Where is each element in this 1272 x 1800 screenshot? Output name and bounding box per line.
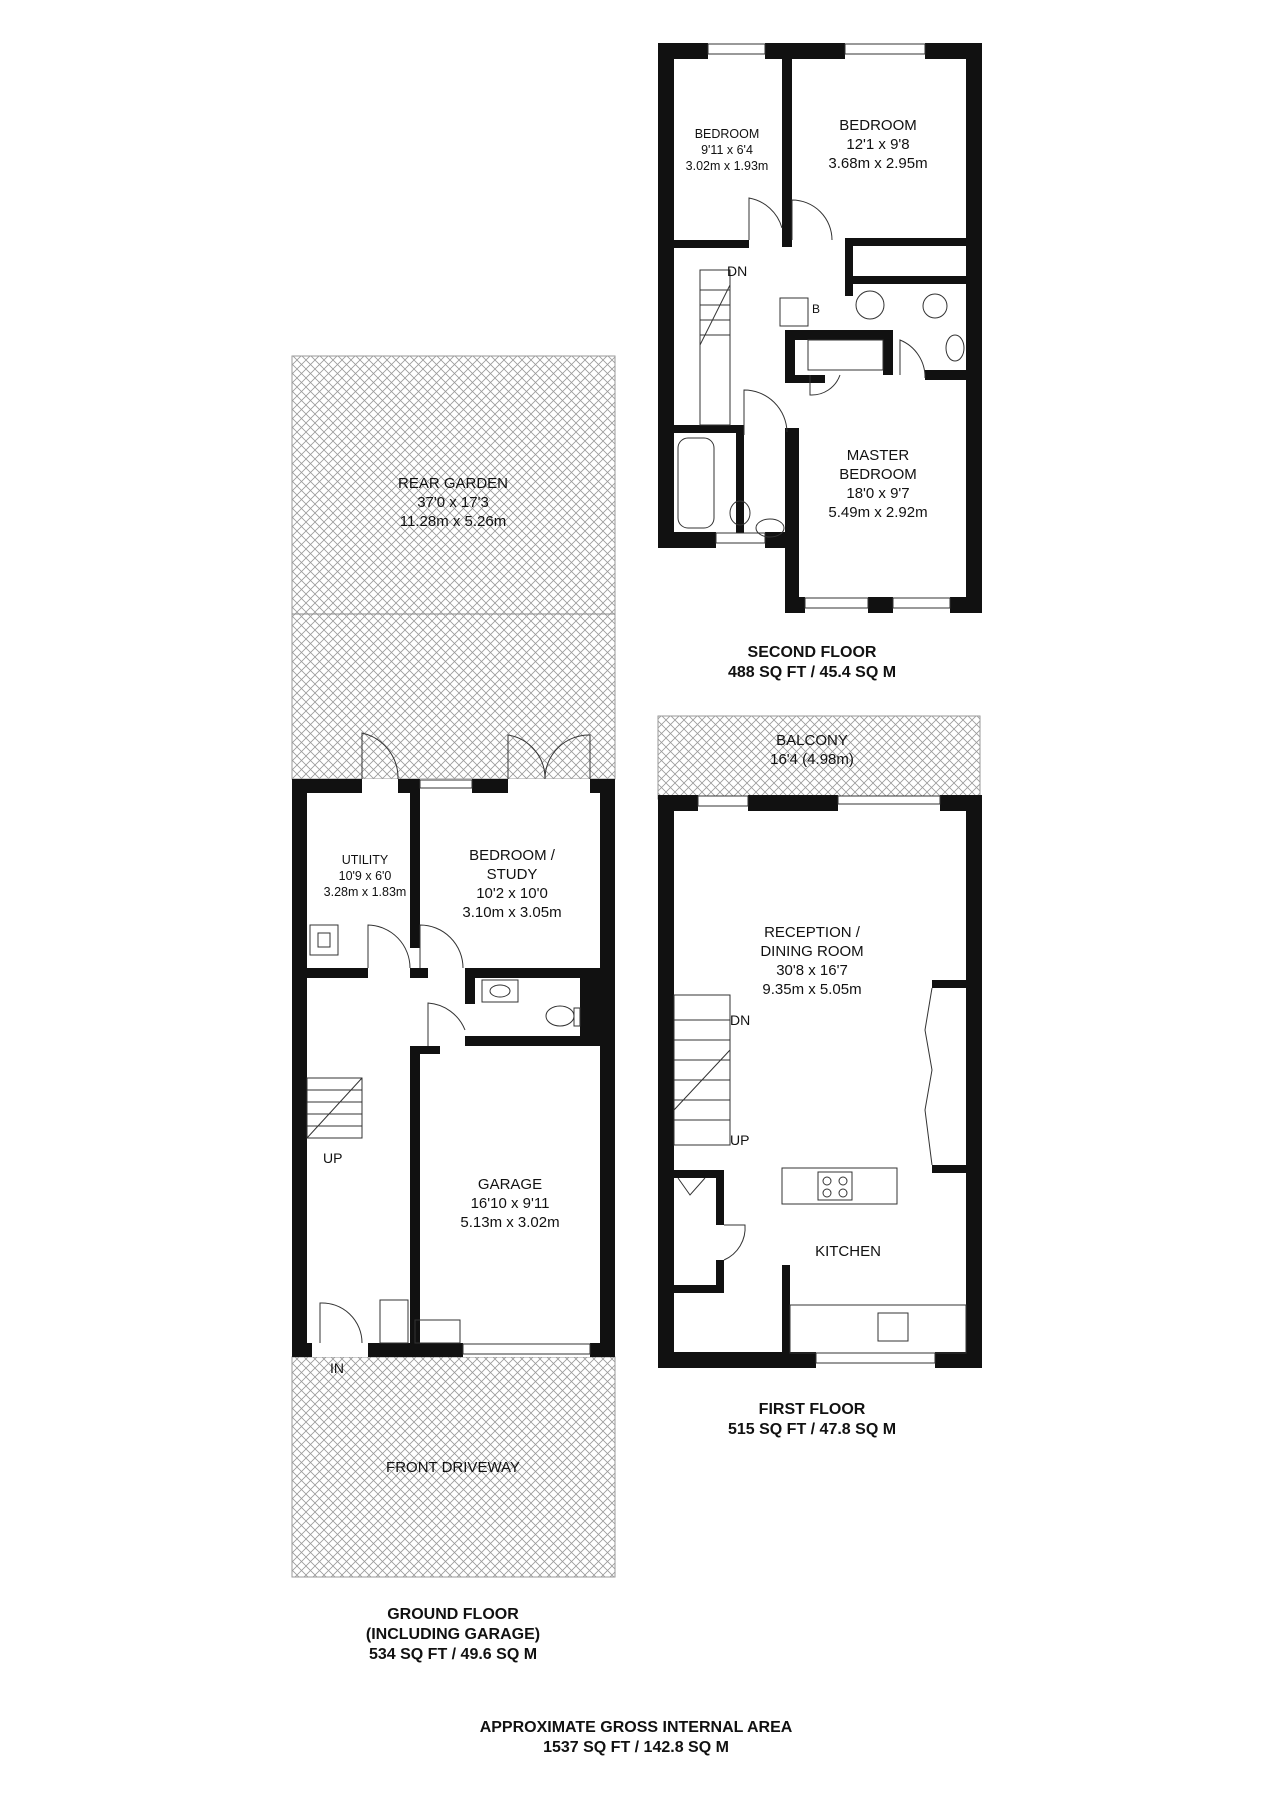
bedroom-large-label [828, 116, 927, 173]
rear-garden-name: REAR GARDEN [397, 475, 509, 492]
reception-label [760, 923, 863, 999]
total-area-caption [480, 1718, 793, 1758]
rear-garden-metric: 11.28m x 5.26m [399, 513, 507, 530]
balcony-size: 16'4 (4.98m) [770, 751, 854, 768]
ground-floor-title-2: (INCLUDING GARAGE) [365, 1626, 541, 1643]
boiler-marker: B [812, 302, 821, 316]
rear-garden-imperial: 37'0 x 17'3 [417, 494, 489, 511]
garage-name: GARAGE [477, 1176, 543, 1193]
master-bedroom-imperial: 18'0 x 9'7 [846, 485, 910, 502]
ground-floor-area: 534 SQ FT / 49.6 SQ M [368, 1646, 538, 1663]
bedroom-small-label [686, 126, 769, 174]
master-bedroom-name-1: MASTER [846, 447, 910, 464]
reception-metric: 9.35m x 5.05m [762, 981, 862, 998]
bedroom-large-name: BEDROOM [839, 117, 917, 134]
second-floor-caption [728, 643, 896, 683]
garage-imperial: 16'10 x 9'11 [470, 1195, 550, 1212]
bedroom-large-metric: 3.68m x 2.95m [828, 155, 928, 172]
kitchen-name: KITCHEN [815, 1243, 881, 1260]
utility-imperial: 10'9 x 6'0 [338, 869, 392, 883]
kitchen-label [815, 1242, 881, 1261]
bedroom-study-name-2: STUDY [486, 866, 538, 883]
entrance-marker: IN [330, 1360, 344, 1376]
bedroom-study-metric: 3.10m x 3.05m [462, 904, 562, 921]
stairs-down-marker: DN [727, 263, 748, 279]
bedroom-small-imperial: 9'11 x 6'4 [701, 143, 753, 157]
balcony-label [770, 731, 854, 769]
balcony-name: BALCONY [776, 732, 848, 749]
rear-garden-area [292, 356, 615, 779]
reception-name-2: DINING ROOM [760, 943, 864, 960]
bedroom-small-name: BEDROOM [694, 127, 760, 141]
utility-label [324, 852, 407, 900]
garage-metric: 5.13m x 3.02m [460, 1214, 560, 1231]
utility-metric: 3.28m x 1.83m [323, 885, 407, 899]
rear-garden-label [398, 474, 508, 531]
reception-imperial: 30'8 x 16'7 [776, 962, 848, 979]
first-floor-title: FIRST FLOOR [758, 1401, 866, 1418]
second-floor-area: 488 SQ FT / 45.4 SQ M [727, 664, 897, 681]
front-driveway-name: FRONT DRIVEWAY [386, 1459, 520, 1476]
master-bedroom-label [828, 446, 927, 522]
bedroom-study-label [462, 846, 561, 922]
first-floor-area: 515 SQ FT / 47.8 SQ M [727, 1421, 897, 1438]
garage-label [460, 1175, 559, 1232]
ground-floor-plan [292, 356, 615, 1577]
bedroom-study-name-1: BEDROOM / [469, 847, 555, 864]
total-area-value: 1537 SQ FT / 142.8 SQ M [543, 1739, 729, 1756]
first-floor-caption [728, 1400, 896, 1440]
first-floor-plan [658, 716, 982, 1368]
boiler-cupboard [780, 298, 808, 326]
bedroom-large-imperial: 12'1 x 9'8 [846, 136, 910, 153]
utility-name: UTILITY [341, 853, 389, 867]
total-area-title: APPROXIMATE GROSS INTERNAL AREA [479, 1719, 793, 1736]
first-stairs-down-marker: DN [730, 1012, 751, 1028]
reception-name-1: RECEPTION / [764, 924, 860, 941]
ground-floor-caption [366, 1605, 540, 1665]
second-floor-title: SECOND FLOOR [747, 644, 877, 661]
first-stairs-up-marker: UP [730, 1132, 750, 1148]
master-bedroom-metric: 5.49m x 2.92m [828, 504, 928, 521]
stairs-up-marker: UP [323, 1150, 343, 1166]
front-driveway-label [386, 1458, 520, 1477]
ground-floor-title-1: GROUND FLOOR [387, 1606, 519, 1623]
bedroom-study-imperial: 10'2 x 10'0 [476, 885, 548, 902]
master-bedroom-name-2: BEDROOM [839, 466, 917, 483]
bedroom-small-metric: 3.02m x 1.93m [685, 159, 769, 173]
